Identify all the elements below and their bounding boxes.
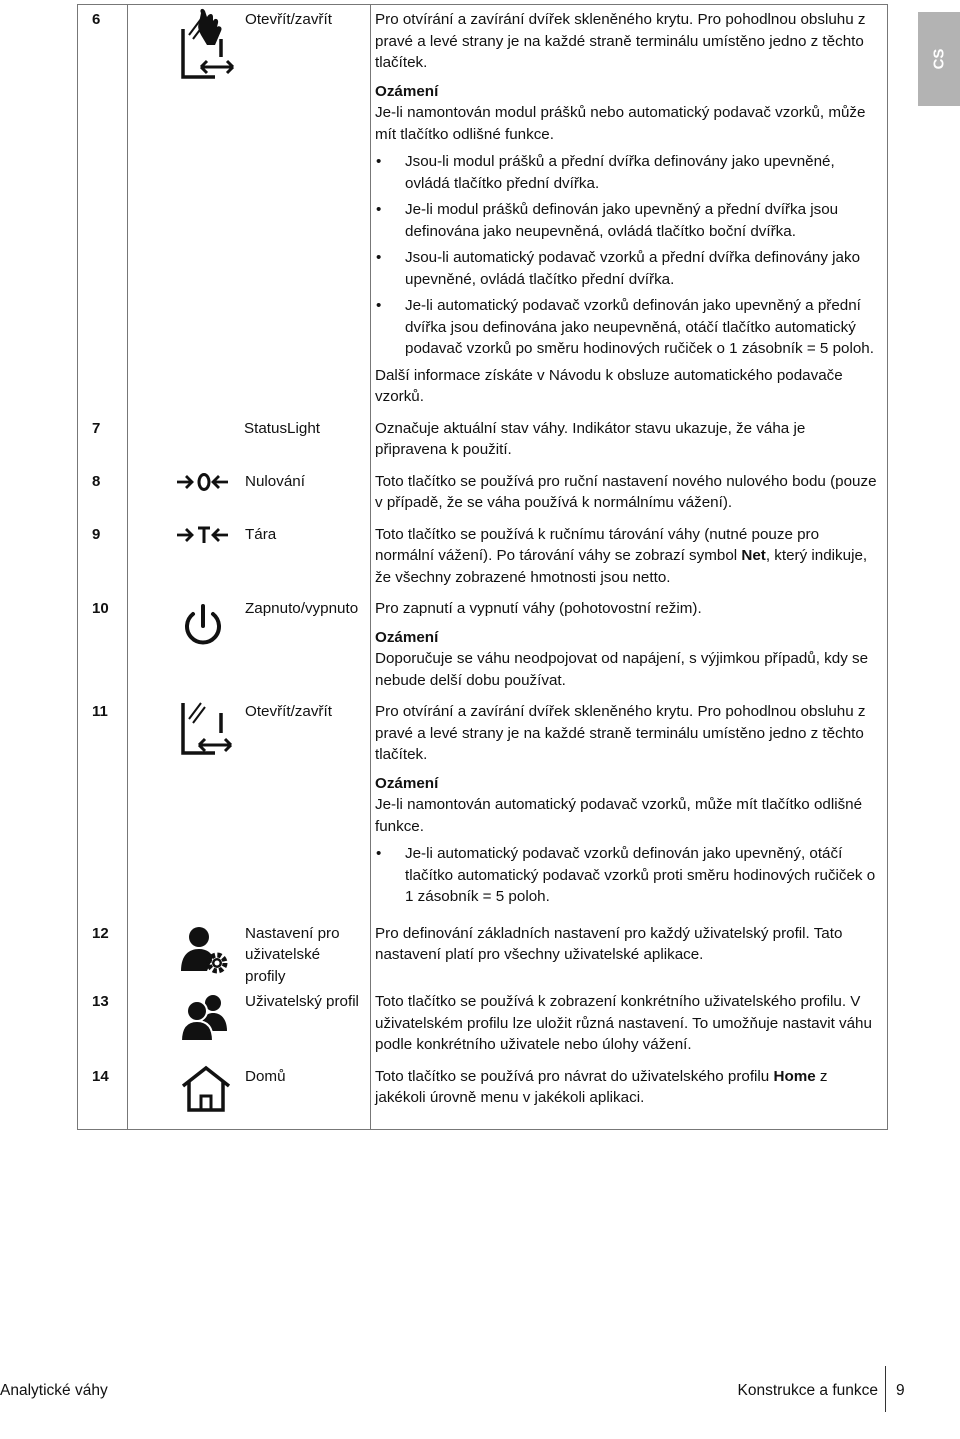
zero-icon	[128, 470, 240, 494]
extra-info: Další informace získáte v Návodu k obsluze automatického podavače vzorků.	[375, 366, 843, 405]
function-name: Tára	[245, 525, 277, 543]
function-name: Domů	[245, 1067, 286, 1085]
row-number: 11	[92, 703, 108, 720]
table-row	[78, 697, 888, 919]
row-number: 14	[92, 1067, 109, 1085]
note-title: Ozámení	[375, 82, 439, 100]
list-item: • Jsou-li modul prášků a přední dvířka definovány jako upevněné, ovládá tlačítko přední dvířka.	[375, 151, 879, 194]
footer-divider	[885, 1366, 886, 1412]
net-symbol: Net	[741, 547, 766, 564]
function-name: Uživatelský profil	[245, 993, 359, 1010]
function-name: Otevřít/zavřít	[245, 703, 332, 720]
table-row	[78, 919, 888, 988]
home-keyword: Home	[773, 1067, 816, 1085]
function-name: Nastavení pro uživatelské profily	[245, 924, 340, 985]
description: Pro zapnutí a vypnutí váhy (pohotovostní režim).	[375, 600, 702, 617]
power-icon	[177, 600, 229, 652]
description: Toto tlačítko se používá pro ruční nastavení nového nulového bodu (pouze v případě, že se váha používá k normálnímu vážení).	[375, 472, 877, 511]
footer-product: Analytické váhy	[0, 1382, 108, 1399]
note-title: Ozámení	[375, 628, 439, 646]
table-row	[78, 467, 888, 520]
note-text: Doporučuje se váhu neodpojovat od napájení, s výjimkou případů, kdy se nebude delší dobu používat.	[375, 650, 869, 689]
bullet-list	[375, 151, 879, 360]
row-number: 8	[92, 472, 101, 490]
list-item: • Je-li automatický podavač vzorků definován jako upevněný, otáčí tlačítko automatický podavač vzorků proti směru hodinových ručiček o 1 zásobník = 5 poloh.	[375, 843, 879, 908]
note-text: Je-li namontován automatický podavač vzorků, může mít tlačítko odlišné funkce.	[375, 796, 863, 835]
table-row	[78, 520, 888, 595]
list-item: • Jsou-li automatický podavač vzorků a přední dvířka definovány jako upevněné, ovládá tlačítko přední dvířka.	[375, 247, 879, 290]
note-title: Ozámení	[375, 774, 439, 792]
row-number: 10	[92, 600, 109, 617]
list-item: • Je-li automatický podavač vzorků definován jako upevněný a přední dvířka jsou definována jako neupevněná, otáčí tlačítko automatický podavač vzorků po směru hodinových ručiček o 1 zásobník = 5 poloh.	[375, 295, 879, 360]
description: Toto tlačítko se používá pro návrat do uživatelského profilu Home z jakékoli úrovně menu v jakékoli aplikaci.	[375, 1067, 828, 1106]
function-name: Otevřít/zavřít	[245, 11, 332, 28]
tare-icon	[128, 523, 240, 547]
row-number: 13	[92, 993, 109, 1010]
function-name: Nulování	[245, 472, 305, 490]
table-row	[78, 594, 888, 697]
table-row	[78, 414, 888, 467]
row-number: 6	[92, 11, 101, 28]
description: Pro definování základních nastavení pro každý uživatelský profil. Tato nastavení platí pro všechny uživatelské aplikace.	[375, 924, 843, 963]
function-name: Zapnuto/vypnuto	[245, 600, 359, 617]
description: Pro otvírání a zavírání dvířek skleněného krytu. Pro pohodlnou obsluhu z pravé a levé strany je na každé straně terminálu umístěno jedno z těchto tlačítek.	[375, 703, 866, 763]
description: Toto tlačítko se používá k zobrazení konkrétního uživatelského profilu. V uživatelském profilu lze uložit různá nastavení. To umožňuje nastavit váhu podle konkrétního uživatele nebo úlohy vážení.	[375, 993, 872, 1053]
row-number: 7	[92, 419, 101, 437]
function-name: StatusLight	[244, 419, 320, 437]
note-text: Je-li namontován modul prášků nebo automatický podavač vzorků, může mít tlačítko odlišné funkce.	[375, 104, 866, 143]
footer-section: Konstrukce a funkce	[737, 1382, 878, 1399]
description: Toto tlačítko se používá k ručnímu tárování váhy (nutné pouze pro normální vážení). Po tárování váhy se zobrazí symbol Net, který indikuje, že všechny zobrazené hmotnosti jsou netto.	[375, 525, 868, 586]
user-settings-icon	[177, 923, 233, 979]
table-row	[78, 5, 888, 414]
row-number: 12	[92, 924, 109, 942]
list-item: • Je-li modul prášků definován jako upevněný a přední dvířka jsou definována jako neupevněná, ovládá tlačítko boční dvířka.	[375, 199, 879, 242]
description: Označuje aktuální stav váhy. Indikátor stavu ukazuje, že váha je připravena k použití.	[375, 419, 806, 458]
function-table	[77, 4, 888, 1130]
door-open-close-icon	[177, 699, 239, 759]
page-number: 9	[896, 1382, 905, 1399]
language-tab: CS	[918, 12, 960, 106]
home-icon	[177, 1064, 235, 1114]
user-profile-icon	[177, 991, 233, 1047]
table-row	[78, 987, 888, 1062]
door-open-close-hand-icon	[177, 5, 239, 83]
row-number: 9	[92, 525, 101, 543]
bullet-list	[375, 843, 879, 908]
description: Pro otvírání a zavírání dvířek skleněného krytu. Pro pohodlnou obsluhu z pravé a levé strany je na každé straně terminálu umístěno jedno z těchto tlačítek.	[375, 11, 866, 71]
table-row	[78, 1062, 888, 1130]
